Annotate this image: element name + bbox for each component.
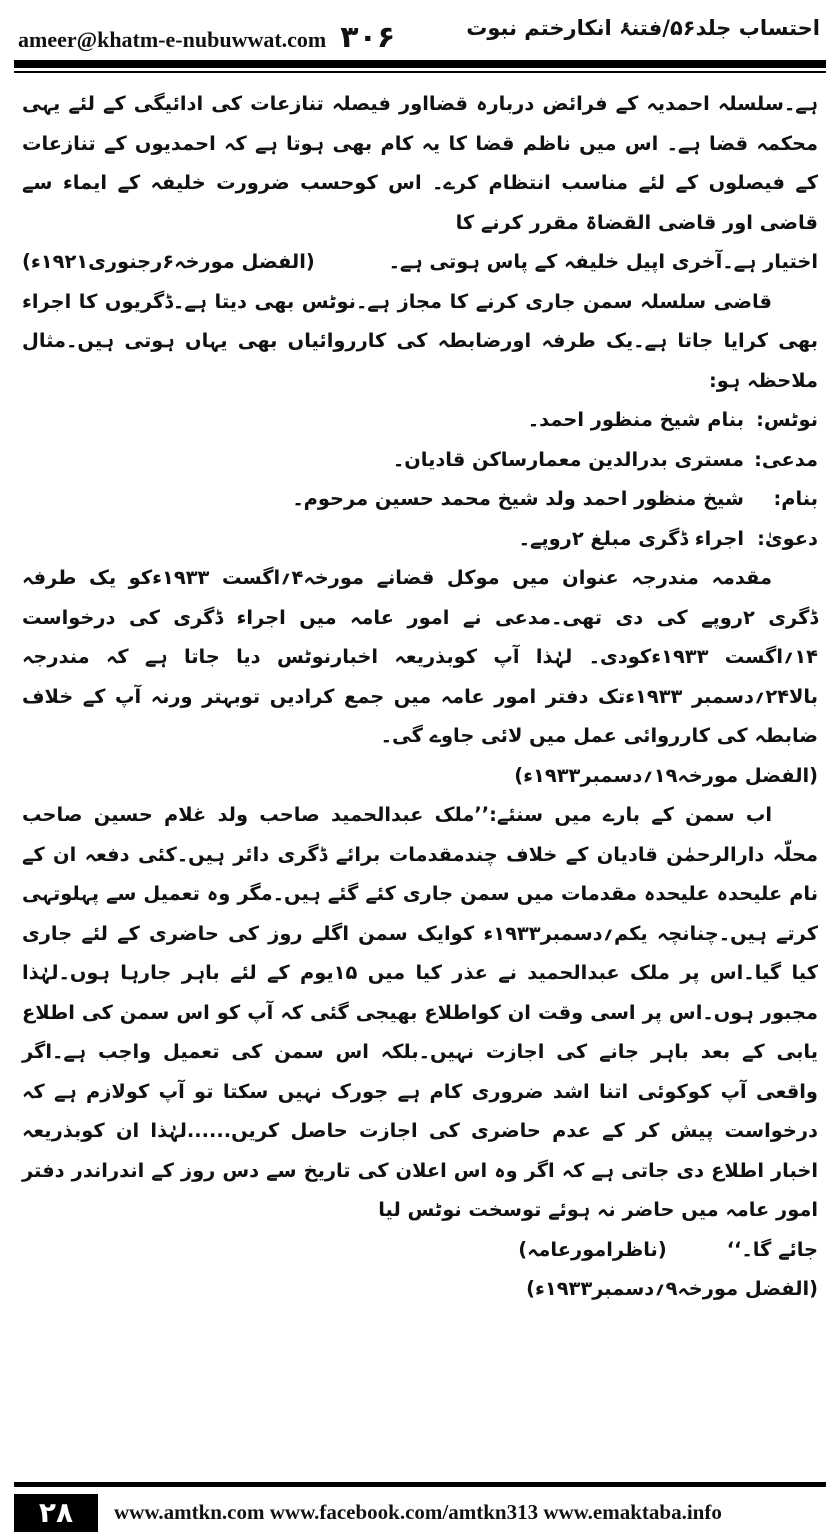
reference-2: (الفضل مورخہ۱۹؍دسمبر۱۹۳۳ء) [514, 763, 818, 787]
plaintiff-label: مدعی: [754, 447, 818, 471]
header-rule-thick [14, 60, 826, 68]
footer-page-number: ۲۸ [14, 1494, 98, 1532]
header-email: ameer@khatm-e-nubuwwat.com [18, 27, 327, 52]
reference-1: (الفضل مورخہ۶رجنوری۱۹۲۱ء) [22, 250, 315, 273]
plaintiff-line [22, 440, 818, 480]
notice-value: بنام شیخ منظور احمد۔ [527, 408, 744, 431]
paragraph-2: قاضی سلسلہ سمن جاری کرنے کا مجاز ہے۔نوٹس بھی دیتا ہے۔ڈگریوں کا اجراء بھی کرایا جاتا ہے۔یک طرفہ اورضابطہ کی کارروائیاں بھی یہاں ہوتی ہیں۔مثال ملاحظہ ہو: [22, 289, 818, 392]
claim-label: دعویٰ: [757, 526, 818, 550]
paragraph-3: مقدمہ مندرجہ عنوان میں موکل قضانے مورخہ۴؍اگست ۱۹۳۳ءکو یک طرفہ ڈگری ۲روپے کی دی تھی۔مدعی نے امور عامہ میں اجراء ڈگری کی درخواست ۱۴؍اگست ۱۹۳۳ءکودی۔ لہٰذا آپ کوبذریعہ اخبارنوٹس دیا جاتا ہے کہ مندرجہ بالا۲۴؍دسمبر ۱۹۳۳ءتک دفتر امور عامہ میں جمع کرادیں توبہتر ورنہ آپ کے خلاف ضابطہ کی کارروائی عمل میں لائی جاوے گی۔ [22, 566, 818, 747]
paragraph-1-last-line [22, 242, 818, 282]
paragraph-4: اب سمن کے بارے میں سنئے:’’ملک عبدالحمید صاحب ولد غلام حسین صاحب محلّہ دارالرحمٰن قادیان کے خلاف چندمقدمات برائے ڈگری دائر ہیں۔کئی دفعہ ان کے نام علیحدہ علیحدہ مقدمات میں سمن جاری کئے گئے ہیں۔مگر وہ تعمیل سے پہلوتہی کرتے ہیں۔چنانچہ یکم؍دسمبر۱۹۳۳ء کوایک سمن اگلے روز کی حاضری کے لئے جاری کیا گیا۔اس پر ملک عبدالحمید نے عذر کیا میں ۱۵یوم کے لئے باہر جارہا ہوں۔لہٰذا مجبور ہوں۔اس پر اسی وقت ان کواطلاع بھیجی گئی کہ آپ کو اس سمن کی اطلاع یابی کے بعد باہر جانے کی اجازت نہیں۔بلکہ اس سمن کی تعمیل واجب ہے۔اگر واقعی آپ کوکوئی اتنا اشد ضروری کام ہے جورک نہیں سکتا تو آپ کولازم ہے کہ درخواست پیش کر کے عدم حاضری کی اجازت حاصل کریں......لہٰذا ان کوبذریعہ اخبار اطلاع دی جاتی ہے کہ اگر وہ اس اعلان کی تاریخ سے دس روز کے اندراندر دفتر امور عامہ میں حاضر نہ ہوئے توسخت نوٹس لیا [22, 803, 818, 1221]
paragraph-4-tail: جائے گا۔‘‘ [726, 1237, 818, 1261]
page-footer [14, 1482, 826, 1534]
defendant-value: شیخ منظور احمد ولد شیخ محمد حسین مرحوم۔ [292, 487, 744, 510]
paragraph-4-last-line [22, 1230, 818, 1270]
defendant-label: بنام: [773, 487, 818, 510]
header-book-title: احتساب جلد۵۶/فتنۂ انکارختم نبوت [466, 16, 820, 40]
claim-line [22, 519, 818, 559]
plaintiff-value: مستری بدرالدین معمارساکن قادیان۔ [392, 447, 744, 471]
reference-3: (الفضل مورخہ۹؍دسمبر۱۹۳۳ء) [526, 1277, 818, 1300]
header-page-number: ۳۰۶ [340, 20, 396, 55]
notice-line [22, 400, 818, 440]
claim-value: اجراء ڈگری مبلغ ۲روپے۔ [518, 526, 744, 550]
signature: (ناظرامورعامہ) [518, 1237, 667, 1261]
page-body [22, 84, 818, 1470]
page-header [14, 6, 826, 62]
header-left [18, 20, 395, 55]
header-rule-thin [14, 71, 826, 73]
footer-links: www.amtkn.com www.facebook.com/amtkn313 www.emaktaba.info [114, 1500, 722, 1524]
notice-label: نوٹس: [756, 408, 818, 431]
footer-rule [14, 1482, 826, 1487]
paragraph-1-tail: اختیار ہے۔آخری اپیل خلیفہ کے پاس ہوتی ہے۔ [388, 250, 818, 273]
paragraph-1: ہے۔سلسلہ احمدیہ کے فرائض دربارہ قضااور فیصلہ تنازعات کی ادائیگی کے لئے یہی محکمہ قضا ہے۔ اس میں ناظم قضا کا یہ کام بھی ہوتا ہے کہ احمدیوں کے تنازعات کے فیصلوں کے لئے مناسب انتظام کرے۔ اس کوحسب ضرورت خلیفہ کے ایماء سے قاضی اور قاضی القضاۃ مقرر کرنے کا [22, 92, 818, 234]
defendant-line [22, 479, 818, 519]
